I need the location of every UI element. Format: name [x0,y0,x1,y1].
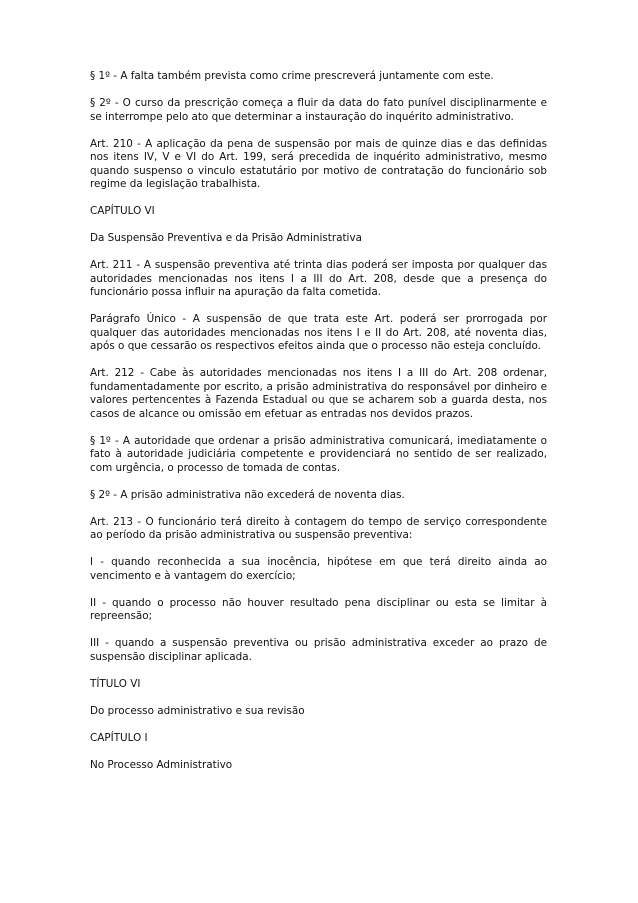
paragraph-art-210: Art. 210 - A aplicação da pena de suspensão por mais de quinze dias e das definidas nos itens IV, V e VI do Art. 199, será precedida de inquérito administrativo, mesmo quando suspenso o vinculo estatutário por motivo de contratação do funcionário sob regime da legislação trabalhista. [90,137,547,190]
paragraph-item-i: I - quando reconhecida a sua inocência, hipótese em que terá direito ainda ao vencimento e à vantagem do exercício; [90,556,547,582]
paragraph-212-2: § 2º - A prisão administrativa não excederá de noventa dias. [90,488,405,501]
chapter-title-2: No Processo Administrativo [90,758,233,771]
paragraph-art-211: Art. 211 - A suspensão preventiva até trinta dias poderá ser imposta por qualquer das autoridades mencionadas nos itens I a III do Art. 208, desde que a presença do funcionário possa influir na apuração da falta cometida. [90,259,547,298]
paragraph-2: § 2º - O curso da prescrição começa a fluir da data do fato punível disciplinarmente e se interrompe pelo ato que determinar a instauração do inquérito administrativo. [90,97,547,123]
chapter-heading-2: CAPÍTULO I [90,731,148,744]
title-heading: TÍTULO VI [90,677,141,690]
paragraph-art-213: Art. 213 - O funcionário terá direito à contagem do tempo de serviço correspondente ao período da prisão administrativa ou suspensão preventiva: [90,515,547,541]
chapter-heading: CAPÍTULO VI [90,205,155,217]
paragraph-212-1: § 1º - A autoridade que ordenar a prisão administrativa comunicará, imediatamente o fato à autoridade judiciária competente e providenciará no sentido de ser realizado, com urgência, o processo de tomada de contas. [90,434,547,474]
document-page [90,70,547,786]
paragraph-1: § 1º - A falta também prevista como crime prescreverá juntamente com este. [90,70,494,82]
paragraph-unico: Parágrafo Único - A suspensão de que trata este Art. poderá ser prorrogada por qualquer das autoridades mencionadas nos itens I e II do Art. 208, até noventa dias, após o que cessarão os respectivos efeitos ainda que o processo não esteja concluído. [90,313,547,352]
chapter-title: Da Suspensão Preventiva e da Prisão Administrativa [90,232,362,244]
paragraph-item-ii: II - quando o processo não houver resultado pena disciplinar ou esta se limitar à repreensão; [90,596,547,622]
title-subtitle: Do processo administrativo e sua revisão [90,704,305,717]
paragraph-art-212: Art. 212 - Cabe às autoridades mencionadas nos itens I a III do Art. 208 ordenar, fundamentadamente por escrito, a prisão administrativa do responsável por dinheiro e valores pertencentes à Fazenda Estadual ou que se acharem sob a guarda desta, nos casos de alcance ou omissão em efetuar as entradas nos devidos prazos. [90,367,547,420]
paragraph-item-iii: III - quando a suspensão preventiva ou prisão administrativa exceder ao prazo de suspensão disciplinar aplicada. [90,637,547,663]
